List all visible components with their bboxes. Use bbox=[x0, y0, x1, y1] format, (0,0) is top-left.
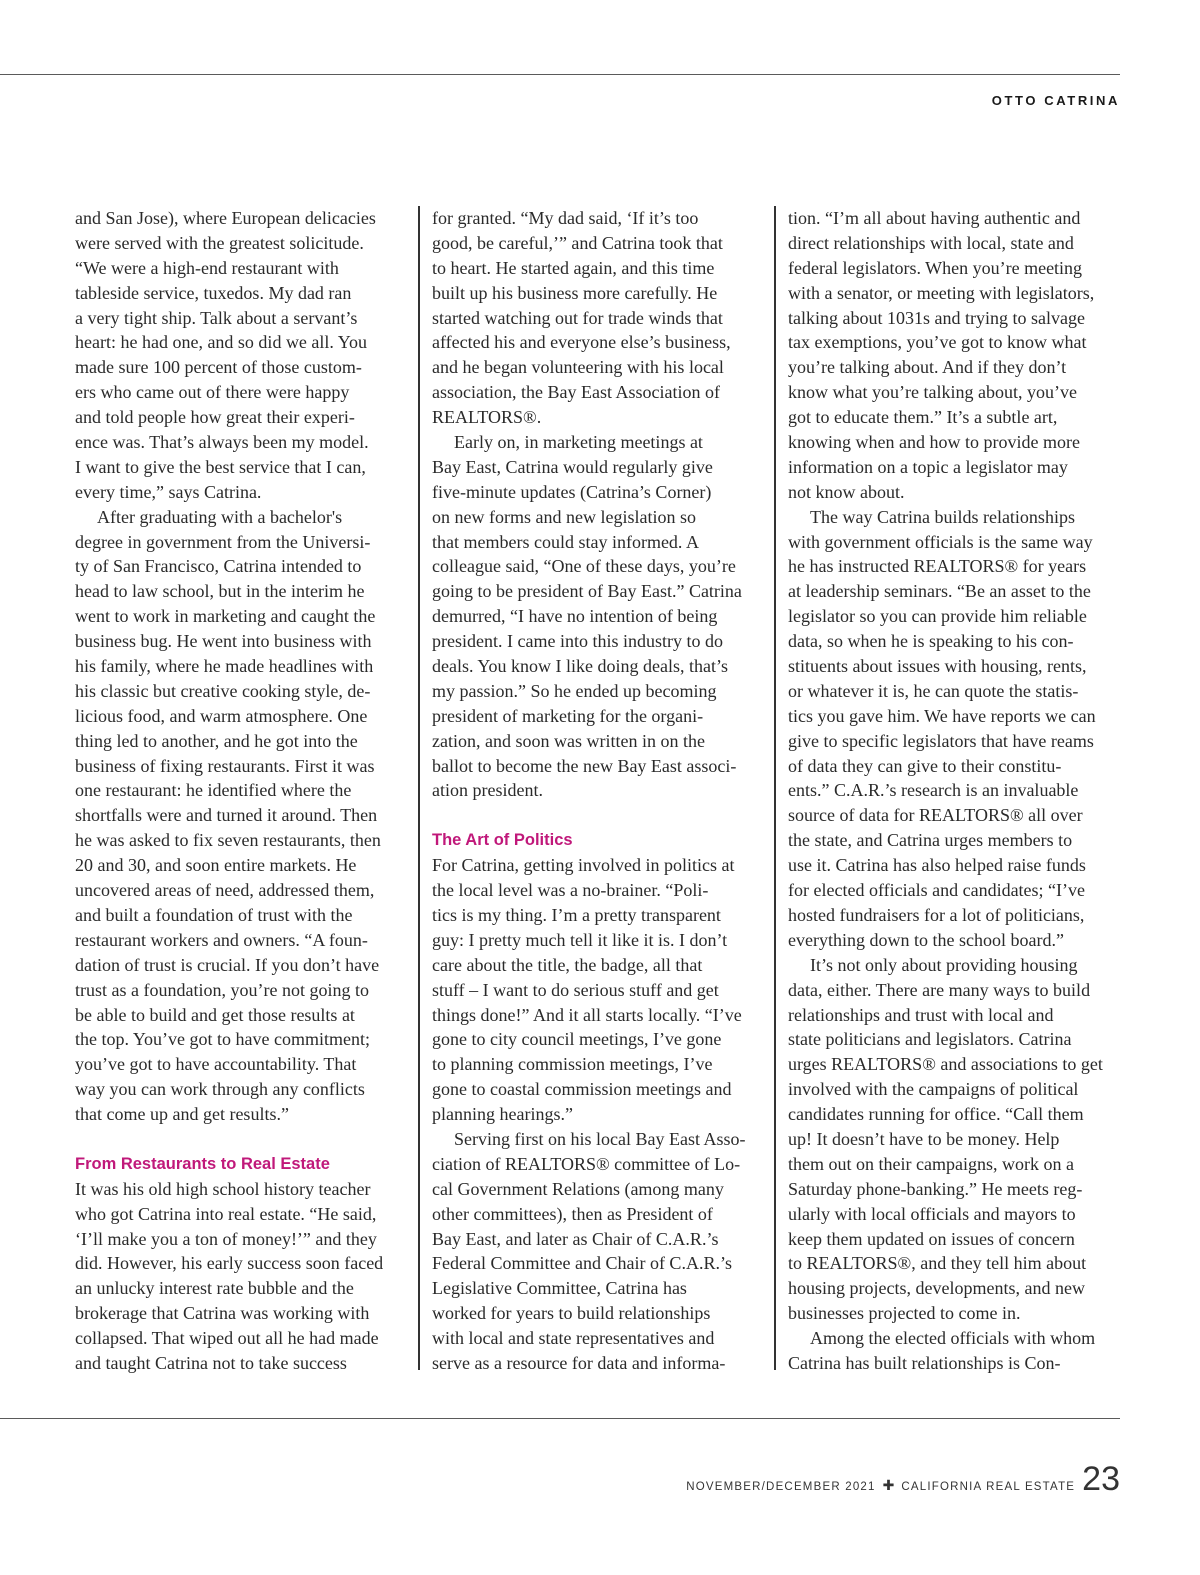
body-text-line: and built a foundation of trust with the bbox=[75, 904, 353, 925]
body-text-line: went to work in marketing and caught the bbox=[75, 606, 376, 627]
body-text-line: businesses projected to come in. bbox=[788, 1303, 1021, 1324]
section-subhead: From Restaurants to Real Estate bbox=[75, 1154, 330, 1173]
body-text-line: Bay East, Catrina would regularly give bbox=[432, 456, 713, 477]
body-text-line: colleague said, “One of these days, you’re bbox=[432, 556, 736, 577]
running-head: OTTO CATRINA bbox=[991, 93, 1120, 108]
body-text-line: good, be careful,’” and Catrina took that bbox=[432, 232, 723, 253]
body-text-line: keep them updated on issues of concern bbox=[788, 1228, 1075, 1249]
body-text-line: his family, where he made headlines with bbox=[75, 656, 374, 677]
body-text-line: and taught Catrina not to take success bbox=[75, 1352, 347, 1373]
body-text-line: everything down to the school board.” bbox=[788, 929, 1064, 950]
body-text-line: and he began volunteering with his local bbox=[432, 357, 724, 378]
body-text-line: that come up and get results.” bbox=[75, 1104, 289, 1125]
body-text-line: REALTORS®. bbox=[432, 407, 542, 428]
body-text-line: data, so when he is speaking to his con- bbox=[788, 631, 1074, 652]
body-text-line: restaurant workers and owners. “A foun- bbox=[75, 929, 368, 950]
section-subhead: The Art of Politics bbox=[432, 831, 573, 850]
body-text-line: every time,” says Catrina. bbox=[75, 481, 262, 502]
body-text-line: an unlucky interest rate bubble and the bbox=[75, 1278, 354, 1299]
body-text-line: tion. “I’m all about having authentic and bbox=[788, 208, 1081, 228]
body-text-line: legislator so you can provide him reliable bbox=[788, 606, 1087, 627]
body-text-line: dation of trust is crucial. If you don’t have bbox=[75, 954, 380, 975]
body-text-line: The way Catrina builds relationships bbox=[810, 506, 1075, 527]
body-text-line: on new forms and new legislation so bbox=[432, 506, 696, 527]
body-text-line: Saturday phone-banking.” He meets reg- bbox=[788, 1178, 1083, 1199]
body-text-line: with a senator, or meeting with legislators, bbox=[788, 282, 1095, 303]
body-text-line: ers who came out of there were happy bbox=[75, 382, 350, 403]
body-text-line: talking about 1031s and trying to salvage bbox=[788, 307, 1085, 328]
body-text-line: with local and state representatives and bbox=[432, 1328, 715, 1349]
body-text-line: tableside service, tuxedos. My dad ran bbox=[75, 282, 352, 303]
body-text-line: ‘I’ll make you a ton of money!’” and they bbox=[75, 1228, 377, 1249]
body-text-line: and San Jose), where European delicacies bbox=[75, 208, 376, 228]
body-text-line: I want to give the best service that I can, bbox=[75, 456, 366, 477]
body-text-line: 20 and 30, and soon entire markets. He bbox=[75, 855, 357, 876]
body-text-line: president of marketing for the organi- bbox=[432, 705, 704, 726]
body-text-line: give to specific legislators that have reams bbox=[788, 730, 1094, 751]
body-text-line: for granted. “My dad said, ‘If it’s too bbox=[432, 208, 699, 228]
body-text-line: ence was. That’s always been my model. bbox=[75, 432, 369, 453]
body-text-line: tics is my thing. I’m a pretty transparent bbox=[432, 904, 721, 925]
body-text-line: gone to coastal commission meetings and bbox=[432, 1079, 732, 1100]
body-text-line: care about the title, the badge, all that bbox=[432, 954, 703, 975]
body-text-line: other committees), then as President of bbox=[432, 1203, 713, 1224]
body-text-line: started watching out for trade winds that bbox=[432, 307, 723, 328]
body-text-line: business of fixing restaurants. First it was bbox=[75, 755, 375, 776]
body-text-line: It’s not only about providing housing bbox=[810, 954, 1078, 975]
body-text-line: built up his business more carefully. He bbox=[432, 282, 718, 303]
body-text-line: ents.” C.A.R.’s research is an invaluable bbox=[788, 780, 1079, 801]
body-text-line: thing led to another, and he got into the bbox=[75, 730, 358, 751]
body-text-line: to REALTORS®, and they tell him about bbox=[788, 1253, 1087, 1274]
body-text-line: them out on their campaigns, work on a bbox=[788, 1153, 1074, 1174]
body-text-line: collapsed. That wiped out all he had made bbox=[75, 1328, 379, 1349]
body-text-line: to heart. He started again, and this time bbox=[432, 257, 715, 278]
body-text-line: or whatever it is, he can quote the statis- bbox=[788, 680, 1079, 701]
cross-icon: ✚ bbox=[882, 1477, 895, 1493]
page-number: 23 bbox=[1082, 1460, 1120, 1498]
body-text-line: involved with the campaigns of political bbox=[788, 1079, 1079, 1100]
body-text-line: up! It doesn’t have to be money. Help bbox=[788, 1128, 1060, 1149]
column-divider bbox=[418, 206, 420, 1370]
body-text-line: way you can work through any conflicts bbox=[75, 1079, 365, 1100]
body-text-line: data, either. There are many ways to build bbox=[788, 979, 1091, 1000]
body-text-line: know what you’re talking about, you’ve bbox=[788, 382, 1077, 403]
body-text-line: uncovered areas of need, addressed them, bbox=[75, 880, 375, 901]
body-text-line: president. I came into this industry to do bbox=[432, 631, 723, 652]
body-text-line: the state, and Catrina urges members to bbox=[788, 830, 1073, 851]
footer-issue-date: NOVEMBER/DECEMBER 2021 bbox=[686, 1481, 876, 1493]
body-text-line: one restaurant: he identified where the bbox=[75, 780, 352, 801]
column-1 bbox=[75, 206, 413, 1376]
body-text-line: at leadership seminars. “Be an asset to the bbox=[788, 581, 1091, 602]
body-text-line: ballot to become the new Bay East associ- bbox=[432, 755, 737, 776]
body-text-line: gone to city council meetings, I’ve gone bbox=[432, 1029, 722, 1050]
column-2 bbox=[432, 206, 770, 1376]
body-text-line: heart: he had one, and so did we all. You bbox=[75, 332, 367, 353]
body-text-line: knowing when and how to provide more bbox=[788, 432, 1080, 453]
paragraph-gap bbox=[75, 1127, 413, 1152]
body-text-line: federal legislators. When you’re meeting bbox=[788, 257, 1083, 278]
body-text-line: affected his and everyone else’s business, bbox=[432, 332, 731, 353]
body-text-line: be able to build and get those results at bbox=[75, 1004, 355, 1025]
body-text-line: It was his old high school history teacher bbox=[75, 1178, 371, 1199]
header-rule bbox=[0, 74, 1120, 75]
body-text-line: that members could stay informed. A bbox=[432, 531, 699, 552]
body-text-line: direct relationships with local, state and bbox=[788, 232, 1074, 253]
column-3 bbox=[788, 206, 1128, 1376]
body-text-line: not know about. bbox=[788, 481, 905, 502]
body-text-line: he was asked to fix seven restaurants, then bbox=[75, 830, 381, 851]
body-text-line: business bug. He went into business with bbox=[75, 631, 372, 652]
body-text-line: tics you gave him. We have reports we can bbox=[788, 705, 1096, 726]
body-text-line: Among the elected officials with whom bbox=[810, 1328, 1096, 1349]
body-text-line: you’re talking about. And if they don’t bbox=[788, 357, 1067, 378]
body-text-line: ciation of REALTORS® committee of Lo- bbox=[432, 1153, 741, 1174]
body-text-line: Early on, in marketing meetings at bbox=[454, 432, 703, 453]
body-text-line: information on a topic a legislator may bbox=[788, 456, 1068, 477]
body-text-line: demurred, “I have no intention of being bbox=[432, 606, 718, 627]
body-text-line: “We were a high-end restaurant with bbox=[75, 257, 339, 278]
body-text-line: tax exemptions, you’ve got to know what bbox=[788, 332, 1087, 353]
body-text-line: cal Government Relations (among many bbox=[432, 1178, 724, 1199]
body-text-line: my passion.” So he ended up becoming bbox=[432, 680, 717, 701]
body-text-line: going to be president of Bay East.” Catrina bbox=[432, 581, 742, 602]
body-text-line: guy: I pretty much tell it like it is. I don’t bbox=[432, 929, 728, 950]
body-text-line: did. However, his early success soon faced bbox=[75, 1253, 384, 1274]
body-text-line: the top. You’ve got to have commitment; bbox=[75, 1029, 370, 1050]
body-text-line: to planning commission meetings, I’ve bbox=[432, 1054, 713, 1075]
column-divider bbox=[774, 206, 776, 1370]
body-text-line: stuff – I want to do serious stuff and get bbox=[432, 979, 719, 1000]
body-text-line: housing projects, developments, and new bbox=[788, 1278, 1085, 1299]
body-text-line: Bay East, and later as Chair of C.A.R.’s bbox=[432, 1228, 719, 1249]
body-text-line: were served with the greatest solicitude. bbox=[75, 232, 364, 253]
body-text-line: stituents about issues with housing, rents, bbox=[788, 656, 1087, 677]
body-text-line: made sure 100 percent of those custom- bbox=[75, 357, 362, 378]
body-text-line: Legislative Committee, Catrina has bbox=[432, 1278, 687, 1299]
body-text-line: for elected officials and candidates; “I’ve bbox=[788, 880, 1086, 901]
body-text-line: zation, and soon was written in on the bbox=[432, 730, 705, 751]
body-text-line: source of data for REALTORS® all over bbox=[788, 805, 1083, 826]
body-text-line: brokerage that Catrina was working with bbox=[75, 1303, 370, 1324]
body-text-line: five-minute updates (Catrina’s Corner) bbox=[432, 481, 712, 502]
body-text-line: you’ve got to have accountability. That bbox=[75, 1054, 357, 1075]
body-text-line: ty of San Francisco, Catrina intended to bbox=[75, 556, 362, 577]
body-text-line: of data they can give to their constitu- bbox=[788, 755, 1062, 776]
body-text-line: After graduating with a bachelor's bbox=[97, 506, 343, 527]
body-text-line: Federal Committee and Chair of C.A.R.’s bbox=[432, 1253, 732, 1274]
body-text-line: licious food, and warm atmosphere. One bbox=[75, 705, 368, 726]
body-text-line: shortfalls were and turned it around. Then bbox=[75, 805, 378, 826]
body-text-line: with government officials is the same way bbox=[788, 531, 1093, 552]
body-text-line: deals. You know I like doing deals, that’s bbox=[432, 656, 728, 677]
body-text-line: worked for years to build relationships bbox=[432, 1303, 711, 1324]
body-text-line: got to educate them.” It’s a subtle art, bbox=[788, 407, 1058, 428]
body-text-line: who got Catrina into real estate. “He said, bbox=[75, 1203, 377, 1224]
body-text-line: a very tight ship. Talk about a servant’s bbox=[75, 307, 358, 328]
body-text-line: degree in government from the Universi- bbox=[75, 531, 371, 552]
body-text-line: and told people how great their experi- bbox=[75, 407, 355, 428]
body-text-line: urges REALTORS® and associations to get bbox=[788, 1054, 1103, 1075]
body-text-line: ularly with local officials and mayors to bbox=[788, 1203, 1076, 1224]
body-text-line: For Catrina, getting involved in politics at bbox=[432, 855, 735, 876]
body-text-line: state politicians and legislators. Catrina bbox=[788, 1029, 1072, 1050]
body-text-line: trust as a foundation, you’re not going to bbox=[75, 979, 369, 1000]
footer-publication: CALIFORNIA REAL ESTATE bbox=[901, 1481, 1076, 1493]
body-text-line: the local level was a no-brainer. “Poli- bbox=[432, 880, 709, 901]
body-text-line: association, the Bay East Association of bbox=[432, 382, 720, 403]
page-footer bbox=[686, 1462, 1120, 1496]
body-text-line: hosted fundraisers for a lot of politicians, bbox=[788, 904, 1085, 925]
body-text-line: Serving first on his local Bay East Asso- bbox=[454, 1128, 746, 1149]
body-text-line: he has instructed REALTORS® for years bbox=[788, 556, 1087, 577]
paragraph-gap bbox=[432, 803, 770, 828]
body-text-line: his classic but creative cooking style, de- bbox=[75, 680, 371, 701]
body-text-line: Catrina has built relationships is Con- bbox=[788, 1352, 1061, 1373]
body-text-line: head to law school, but in the interim he bbox=[75, 581, 365, 602]
body-text-line: planning hearings.” bbox=[432, 1104, 573, 1125]
footer-rule bbox=[0, 1418, 1120, 1419]
body-text-line: relationships and trust with local and bbox=[788, 1004, 1054, 1025]
body-text-line: serve as a resource for data and informa- bbox=[432, 1352, 726, 1373]
body-text-line: things done!” And it all starts locally. “I’ve bbox=[432, 1004, 742, 1025]
body-text-line: ation president. bbox=[432, 780, 543, 801]
body-text-line: candidates running for office. “Call them bbox=[788, 1104, 1084, 1125]
body-text-line: use it. Catrina has also helped raise funds bbox=[788, 855, 1086, 876]
